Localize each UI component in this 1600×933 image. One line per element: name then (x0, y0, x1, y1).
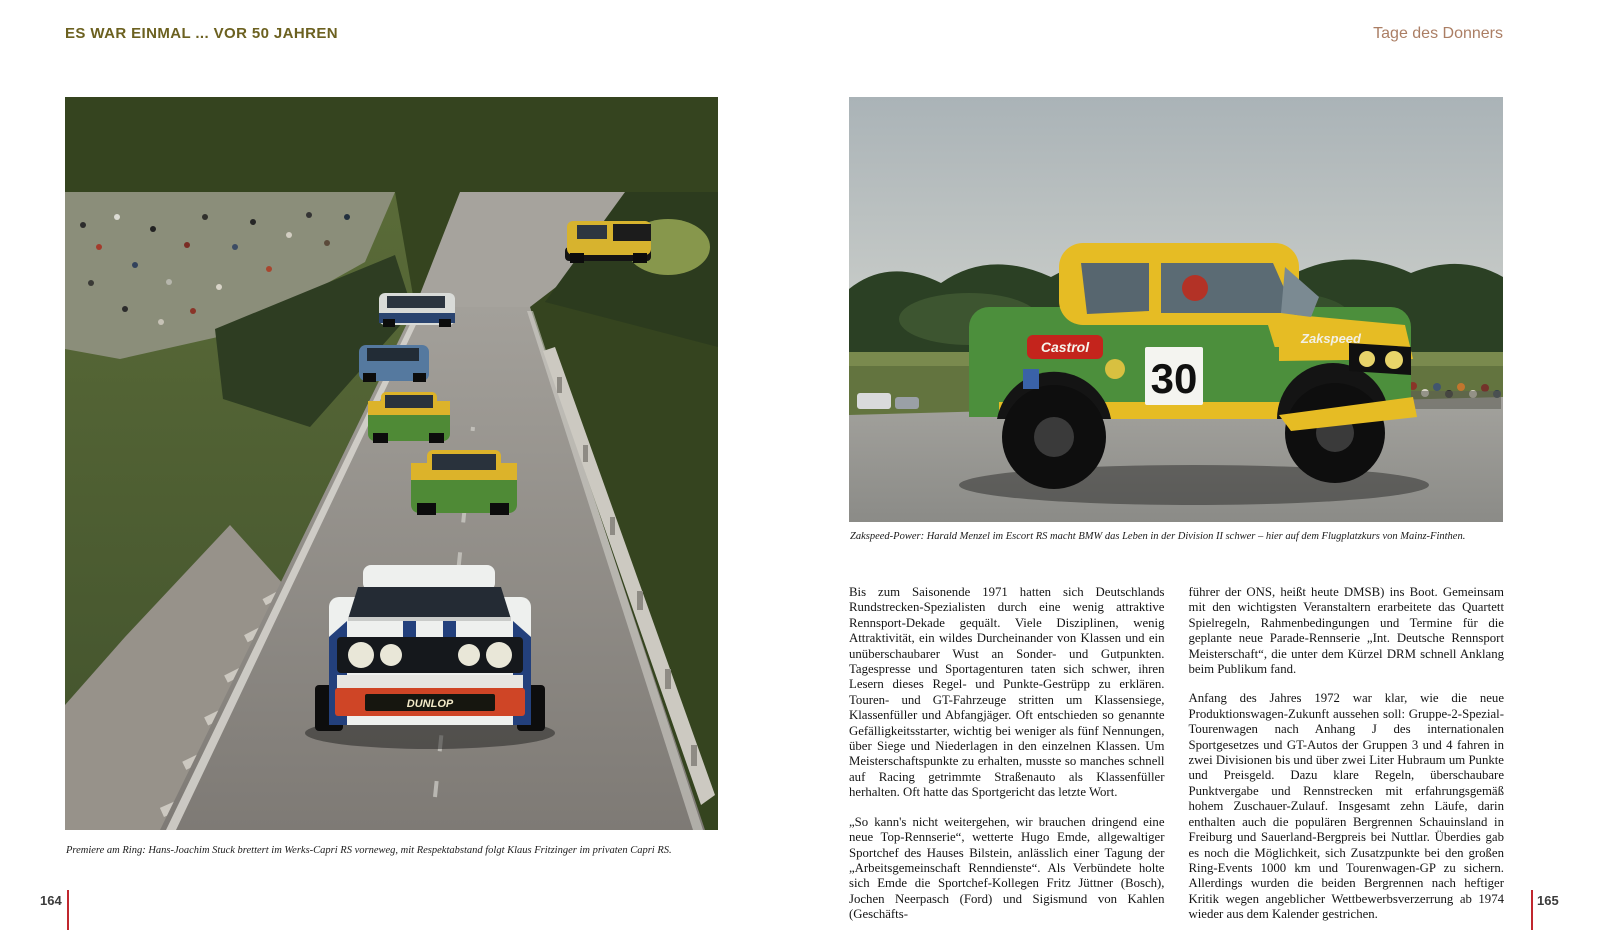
article-body (849, 585, 1504, 933)
dunlop-logo: DUNLOP (406, 698, 454, 710)
page-kicker: ES WAR EINMAL ... VOR 50 JAHREN (65, 25, 339, 42)
page-number-left: 164 (40, 893, 62, 908)
round-decal (1105, 359, 1125, 379)
folio-accent-bar-right (1531, 890, 1533, 930)
article-column-2 (1189, 585, 1505, 933)
driver-helmet (1182, 275, 1208, 301)
race-number: 30 (1150, 355, 1198, 402)
car-white-blue (379, 293, 455, 327)
paragraph: Anfang des Jahres 1972 war klar, wie die neue Produktionswagen-Zukunft aussehen soll: Gruppe-2-Spezial-Tourenwagen nach Anhang J des internationalen Sportgesetzes und GT-Autos der Gruppen 3 und 4 fahren in zwei Divisionen bis und über zwei Liter Hubraum um Punkte und Preisgeld. Dazu klare Regeln, überschaubare Punktvergabe und Rennstrecken mit erfahrungsgemäß hohem Zuschauer-Zulauf. Insgesamt zehn Läufe, darin enthalten auch die populären Bergrennen Schauinsland in Freiburg und Sauerland-Bergpreis bei Nuttlar. Überdies gab es noch die Möglichkeit, sich Zusatzpunkte bei den großen Ring-Events 1000 km und Tourenwagen-GP zu sichern. Allerdings wurden die beiden Bergrennen nach heftiger Kritik wegen angeblicher Wettbewerbsverzerrung ab 1974 wieder aus dem Kalender gestrichen. (1188, 691, 1504, 922)
castrol-logo: Castrol (1040, 339, 1090, 355)
caption-left-photo: Premiere am Ring: Hans-Joachim Stuck brettert im Werks-Capri RS vorneweg, mit Respektabstand folgt Klaus Fritzinger im privaten Capri RS. (66, 845, 672, 856)
blue-decal (1023, 369, 1039, 389)
section-title: Tage des Donners (1373, 25, 1503, 42)
car-light-blue (359, 345, 429, 382)
paragraph: Bis zum Saisonende 1971 hatten sich Deutschlands Rundstrecken-Spezialisten durch eine wenig attraktive Rennsport-Dekade gequält. Viele Disziplinen, wenig Attraktivität, ein wildes Durcheinander von Klassen und ein unüberschaubarer Wust an Sonder- und Gutpunkten. Tagespresse und Sportagenturen taten sich schwer, ihren Lesern dieses Regel- und Punkte-Gestrüpp zu erklären. Touren- und GT-Fahrzeuge stritten um Klassensiege, Klassenfüller und Abfangjäger. Oft entschieden so genannte Gefälligkeitsstarter, wichtig bei weniger als fünf Nennungen, über Siege und Niederlagen in den einzelnen Klassen. Um Meisterschaftspunkte zu erhalten, musste so manches schnell auf Racing getrimmte Straßenauto als Klassenfüller herhalten. Oft hatte das Sportgericht das letzte Wort. (849, 585, 1165, 800)
photo-capri-race (65, 97, 718, 830)
caption-right-photo: Zakspeed-Power: Harald Menzel im Escort RS macht BMW das Leben in der Division II schwer – hier auf dem Flugplatzkurs von Mainz-Finthen. (850, 531, 1466, 542)
paragraph: „So kann's nicht weitergehen, wir brauchen dringend eine neue Top-Rennserie“, wetterte Hugo Emde, allgewaltiger Sportchef des Hauses Bilstein, anlässlich einer Tagung der „Arbeitsgemeinschaft Renndienste“. Als Verbündete holte sich Emde die Sportchef-Kollegen Fritz Jüttner (Bosch), Jochen Neerpasch (Ford) und Sigismund von Kahlen (Geschäfts- (849, 814, 1165, 922)
folio-accent-bar-left (67, 890, 69, 930)
photo-escort-zakspeed (849, 97, 1503, 522)
zakspeed-logo: Zakspeed (1301, 331, 1361, 346)
photo-escort-art (849, 97, 1503, 522)
parked-car (895, 397, 919, 409)
page-number-right: 165 (1537, 893, 1559, 908)
car-yellow-black (565, 221, 651, 263)
parked-van (857, 393, 891, 409)
article-column-1 (849, 585, 1165, 933)
paragraph: führer der ONS, heißt heute DMSB) ins Boot. Gemeinsam mit den wichtigsten Veranstaltern erarbeitete das Quartett Spielregeln, Rahmenbedingungen und Termine für die geplante neue Parade-Rennserie „Int. Deutsche Rennsport Meisterschaft“, die unter dem Kürzel DRM schnell Anklang beim Publikum fand. (1188, 585, 1504, 677)
photo-capri-race-art (65, 97, 718, 830)
